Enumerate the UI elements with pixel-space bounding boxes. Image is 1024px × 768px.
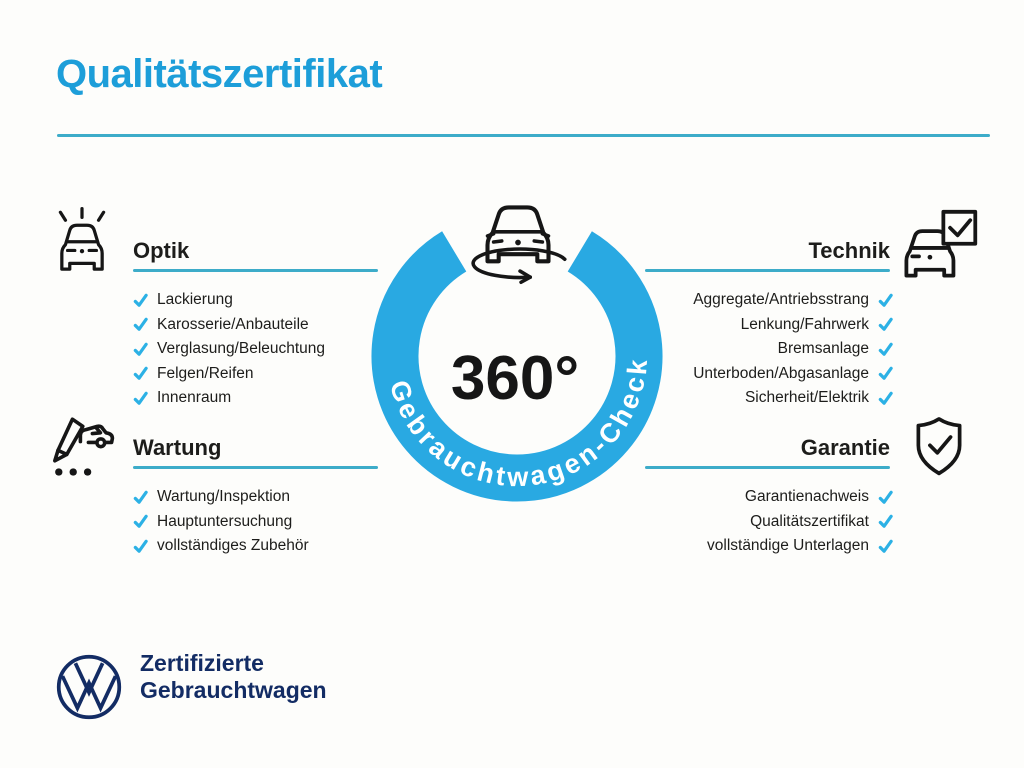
- garantie-item-list: [707, 485, 893, 559]
- check-icon: [878, 490, 893, 505]
- section-underline-technik: [645, 269, 890, 272]
- check-item-label: Hauptuntersuchung: [157, 512, 293, 530]
- check-item-label: Aggregate/Antriebsstrang: [693, 291, 869, 309]
- check-item: [778, 337, 893, 362]
- section-underline-optik: [133, 269, 378, 272]
- check-item-label: Qualitätszertifikat: [750, 512, 869, 530]
- check-item-label: Bremsanlage: [777, 340, 869, 358]
- check-icon: [133, 293, 148, 308]
- check-item-label: Karosserie/Anbauteile: [157, 315, 309, 333]
- check-item: [133, 337, 325, 362]
- section-heading-technik: Technik: [808, 238, 890, 263]
- check-icon: [133, 539, 148, 554]
- check-item-label: Garantienachweis: [744, 488, 869, 506]
- title-divider: [57, 134, 990, 137]
- check-icon: [878, 317, 893, 332]
- check-item-label: Verglasung/Beleuchtung: [157, 340, 326, 358]
- footer-brand-line2: Gebrauchtwagen: [140, 677, 327, 703]
- check-icon: [878, 366, 893, 381]
- ring-label: Gebrauchtwagen-Check: [383, 355, 654, 493]
- check-icon: [133, 342, 148, 357]
- check-item-label: Innenraum: [157, 389, 232, 407]
- section-heading-optik: Optik: [133, 238, 190, 263]
- check-item: [133, 313, 325, 338]
- check-item: [133, 362, 325, 387]
- check-item: [745, 485, 893, 510]
- check-icon: [133, 490, 148, 505]
- service-checklist-icon: [42, 406, 122, 486]
- check-item-label: Sicherheit/Elektrik: [744, 389, 869, 407]
- check-item: [133, 510, 309, 535]
- check-item: [707, 534, 893, 559]
- footer-brand-line1: Zertifizierte: [140, 650, 264, 676]
- check-item-label: Wartung/Inspektion: [157, 488, 290, 506]
- check-icon: [878, 391, 893, 406]
- check-item: [133, 386, 325, 411]
- car-shine-icon: [46, 204, 118, 276]
- check-icon: [133, 366, 148, 381]
- vw-logo: [55, 653, 123, 721]
- check-item-label: Unterboden/Abgasanlage: [693, 364, 869, 382]
- optik-item-list: [133, 288, 325, 411]
- check-icon: [133, 391, 148, 406]
- check-icon: [878, 342, 893, 357]
- check-item: [693, 362, 893, 387]
- car-checkbox-icon: [898, 202, 982, 288]
- check-item: [745, 386, 893, 411]
- shield-check-icon: [910, 414, 968, 480]
- check-item-label: vollständiges Zubehör: [157, 537, 309, 555]
- section-underline-wartung: [133, 466, 378, 469]
- check-item-label: Lackierung: [157, 291, 233, 309]
- check-icon: [878, 514, 893, 529]
- check-item-label: Lenkung/Fahrwerk: [740, 315, 869, 333]
- technik-item-list: [693, 288, 893, 411]
- wartung-item-list: [133, 485, 309, 559]
- footer-brand-text: [140, 650, 327, 704]
- section-heading-wartung: Wartung: [133, 435, 222, 460]
- page-title: Qualitätszertifikat: [56, 52, 383, 96]
- check-icon: [878, 293, 893, 308]
- check-item: [133, 485, 309, 510]
- check-icon: [133, 514, 148, 529]
- check-icon: [878, 539, 893, 554]
- car-rotation-icon: [457, 190, 579, 296]
- section-heading-garantie: Garantie: [800, 435, 890, 460]
- check-item: [693, 288, 893, 313]
- check-item: [750, 510, 893, 535]
- check-item: [133, 288, 325, 313]
- check-item: [741, 313, 893, 338]
- check-item-label: Felgen/Reifen: [157, 364, 254, 382]
- check-item: [133, 534, 309, 559]
- degree-label: 360°: [450, 344, 580, 413]
- section-underline-garantie: [645, 466, 890, 469]
- check-item-label: vollständige Unterlagen: [707, 537, 869, 555]
- check-icon: [133, 317, 148, 332]
